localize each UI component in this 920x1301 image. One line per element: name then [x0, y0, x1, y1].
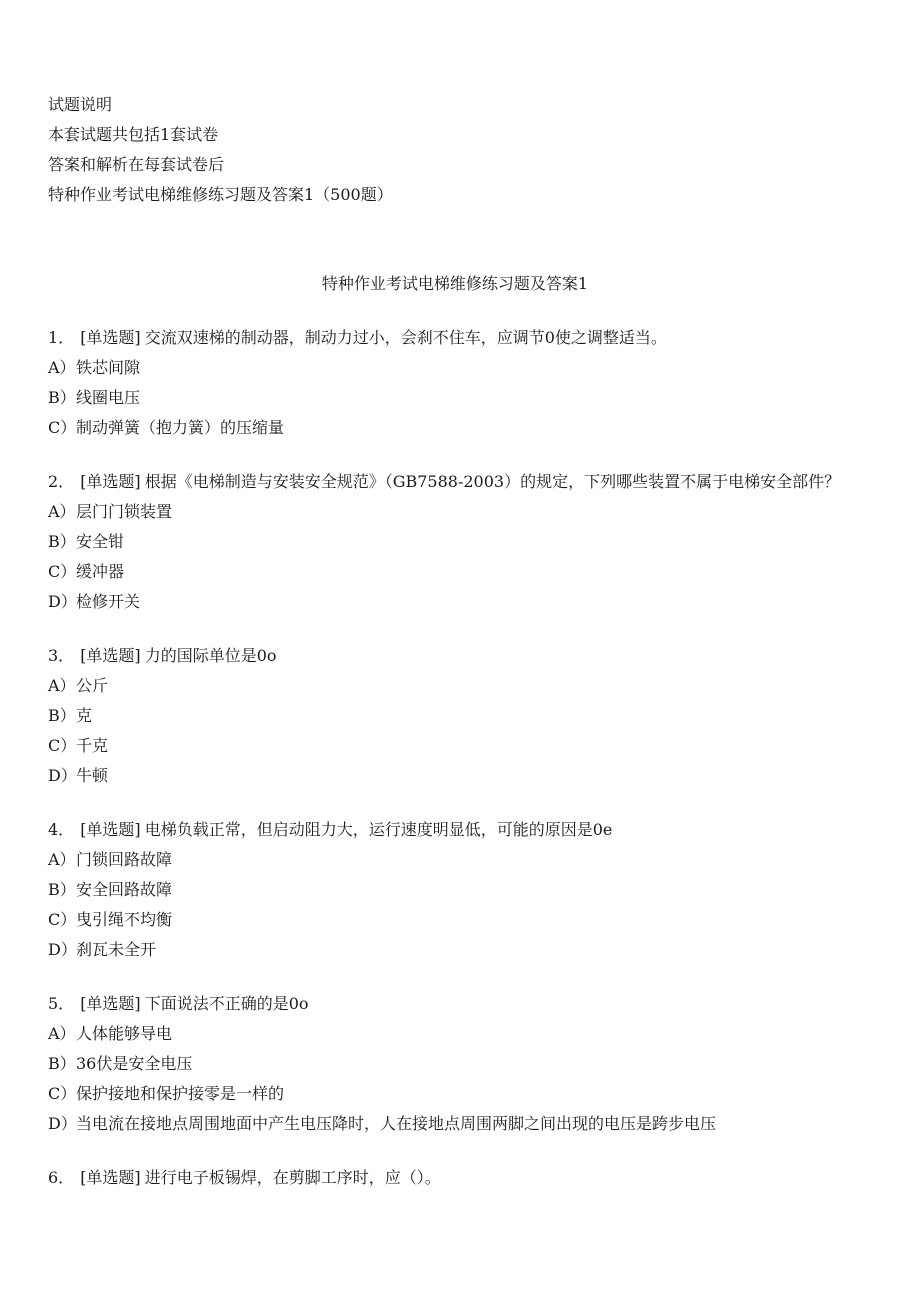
option-text: 36伏是安全电压 — [76, 1054, 193, 1073]
question-text: 进行电子板锡焊，在剪脚工序时，应（）。 — [144, 1168, 441, 1187]
question-stem — [48, 323, 858, 353]
option-c — [48, 905, 858, 935]
option-text: 层门门锁装置 — [76, 502, 173, 521]
question-type: [单选题] — [80, 328, 141, 347]
intro-line-answers: 答案和解析在每套试卷后 — [48, 155, 225, 174]
option-d — [48, 587, 858, 617]
option-a — [48, 671, 858, 701]
option-label: A） — [48, 1024, 76, 1043]
question-text: 交流双速梯的制动器，制动力过小，会刹不住车，应调节0使之调整适当。 — [144, 328, 667, 347]
intro-section — [48, 90, 868, 210]
option-text: 门锁回路故障 — [76, 850, 173, 869]
question-6 — [48, 1163, 858, 1193]
option-text: 曳引绳不均衡 — [76, 910, 173, 929]
option-text: 缓冲器 — [76, 562, 125, 581]
option-text: 保护接地和保护接零是一样的 — [76, 1084, 285, 1103]
option-b — [48, 1049, 858, 1079]
option-label: D） — [48, 766, 77, 785]
question-type: [单选题] — [80, 646, 141, 665]
option-text: 人体能够导电 — [76, 1024, 173, 1043]
option-text: 铁芯间隙 — [76, 358, 141, 377]
option-text: 安全钳 — [76, 532, 125, 551]
option-b — [48, 527, 858, 557]
option-label: C） — [48, 1084, 77, 1103]
option-c — [48, 731, 858, 761]
question-type: [单选题] — [80, 820, 141, 839]
option-label: A） — [48, 502, 76, 521]
question-5 — [48, 989, 858, 1139]
option-text: 克 — [76, 706, 93, 725]
option-text: 安全回路故障 — [76, 880, 173, 899]
option-d — [48, 935, 858, 965]
option-label: A） — [48, 850, 76, 869]
option-a — [48, 497, 858, 527]
option-label: A） — [48, 358, 76, 377]
option-text: 牛顿 — [76, 766, 109, 785]
question-text: 力的国际单位是0o — [144, 646, 277, 665]
question-2 — [48, 467, 858, 617]
option-b — [48, 875, 858, 905]
option-label: B） — [48, 532, 76, 551]
option-b — [48, 701, 858, 731]
question-number: 6． — [48, 1168, 75, 1187]
question-number: 5． — [48, 994, 75, 1013]
option-text: 当电流在接地点周围地面中产生电压降时，人在接地点周围两脚之间出现的电压是跨步电压 — [76, 1114, 717, 1133]
document-title: 特种作业考试电梯维修练习题及答案1 — [321, 274, 589, 293]
option-label: D） — [48, 592, 77, 611]
option-label: B） — [48, 388, 76, 407]
option-label: C） — [48, 418, 77, 437]
option-label: D） — [48, 1114, 77, 1133]
question-number: 2． — [48, 472, 75, 491]
option-c — [48, 413, 858, 443]
question-type: [单选题] — [80, 472, 141, 491]
intro-line-count: 本套试题共包括1套试卷 — [48, 125, 219, 144]
option-label: B） — [48, 880, 76, 899]
option-label: C） — [48, 910, 77, 929]
question-text: 下面说法不正确的是0o — [144, 994, 309, 1013]
option-a — [48, 353, 858, 383]
question-stem — [48, 467, 858, 497]
option-a — [48, 845, 858, 875]
option-label: D） — [48, 940, 77, 959]
question-number: 1． — [48, 328, 75, 347]
option-d — [48, 1109, 858, 1139]
question-number: 3． — [48, 646, 75, 665]
question-text: 根据《电梯制造与安装安全规范》（GB7588-2003）的规定，下列哪些装置不属于电梯安全部件？ — [144, 472, 841, 491]
option-d — [48, 761, 858, 791]
question-stem — [48, 815, 858, 845]
question-4 — [48, 815, 858, 965]
option-label: B） — [48, 706, 76, 725]
question-number: 4． — [48, 820, 75, 839]
question-list — [48, 323, 858, 1217]
intro-heading: 试题说明 — [48, 95, 113, 114]
question-stem — [48, 1163, 858, 1193]
question-3 — [48, 641, 858, 791]
option-c — [48, 557, 858, 587]
question-text: 电梯负载正常，但启动阻力大，运行速度明显低，可能的原因是0e — [144, 820, 613, 839]
option-b — [48, 383, 858, 413]
option-label: C） — [48, 562, 77, 581]
question-stem — [48, 641, 858, 671]
option-text: 线圈电压 — [76, 388, 141, 407]
option-text: 公斤 — [76, 676, 109, 695]
option-c — [48, 1079, 858, 1109]
question-type: [单选题] — [80, 1168, 141, 1187]
question-stem — [48, 989, 858, 1019]
option-label: A） — [48, 676, 76, 695]
question-1 — [48, 323, 858, 443]
option-text: 千克 — [76, 736, 109, 755]
option-label: B） — [48, 1054, 76, 1073]
option-text: 制动弹簧（抱力簧）的压缩量 — [76, 418, 285, 437]
option-text: 刹瓦未全开 — [76, 940, 157, 959]
question-type: [单选题] — [80, 994, 141, 1013]
intro-line-paper-title: 特种作业考试电梯维修练习题及答案1（500题） — [48, 185, 393, 204]
option-label: C） — [48, 736, 77, 755]
option-text: 检修开关 — [76, 592, 141, 611]
option-a — [48, 1019, 858, 1049]
